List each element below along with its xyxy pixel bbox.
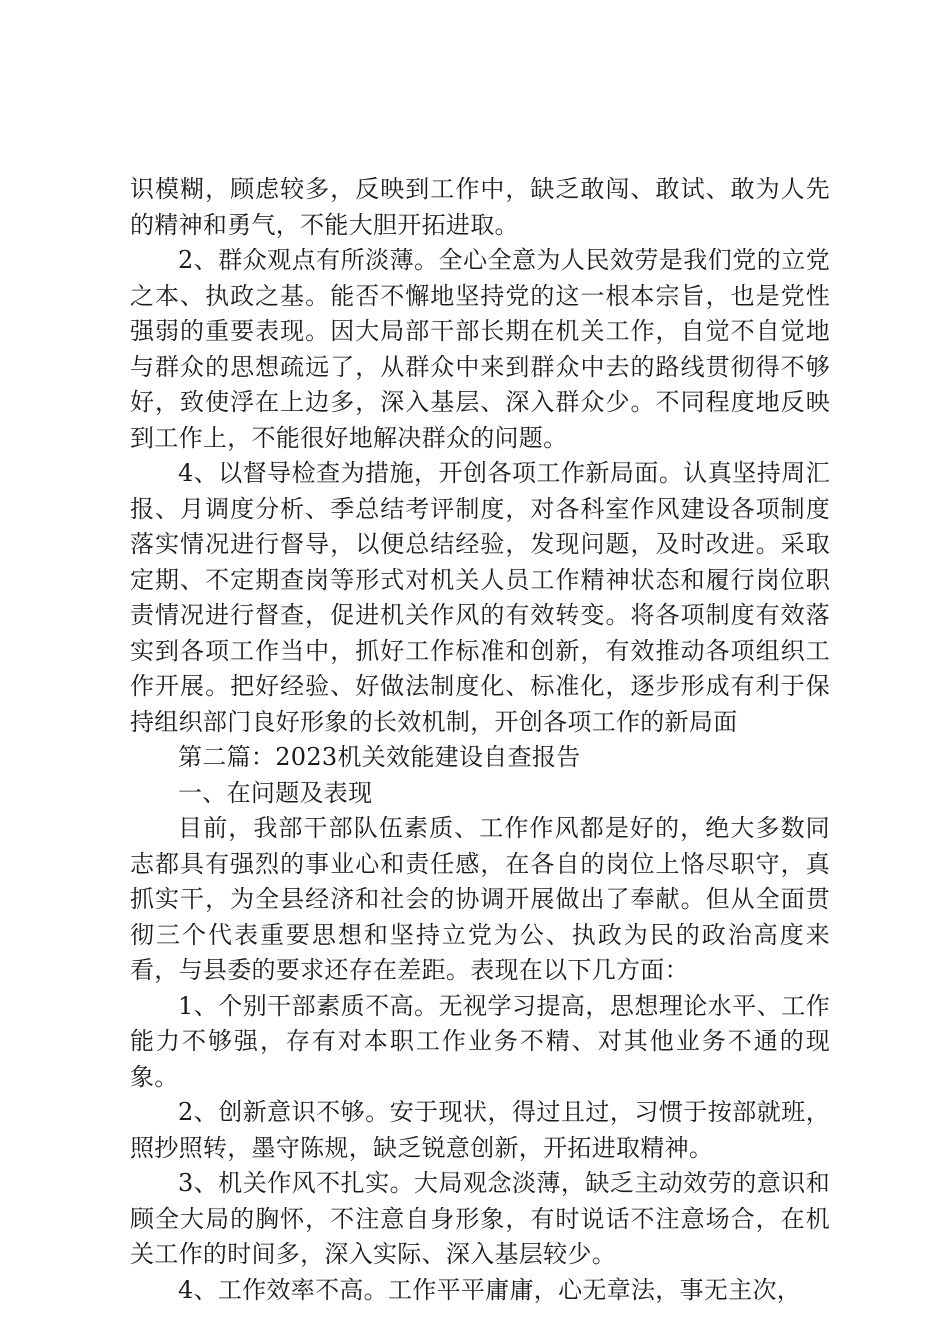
section-heading: 第二篇：2023机关效能建设自查报告	[178, 743, 581, 771]
paragraph-10: 4、工作效率不高。工作平平庸庸，心无章法，事无主次，	[178, 1275, 802, 1304]
paragraph-2: 2、群众观点有所淡薄。全心全意为人民效劳是我们党的立党之本、执政之基。能否不懈地坚持党的这一根本宗旨，也是党性强弱的重要表现。因大局部干部长期在机关工作，自觉不自觉地与群众的思想疏远了，从群众中来到群众中去的路线贯彻得不够好，致使浮在上边多，深入基层、深入群众少。不同程度地反映到工作上，不能很好地解决群众的问题。	[130, 246, 830, 452]
paragraph-6: 目前，我部干部队伍素质、工作作风都是好的，绝大多数同志都具有强烈的事业心和责任感，在各自的岗位上恪尽职守，真抓实干，为全县经济和社会的协调开展做出了奉献。但从全面贯彻三个代表重要思想和坚持立党为公、执政为民的政治高度来看，与县委的要求还存在差距。表现在以下几方面：	[130, 814, 830, 984]
document-body	[130, 172, 830, 1308]
subsection-heading: 一、在问题及表现	[178, 778, 373, 807]
paragraph-1: 识模糊，顾虑较多，反映到工作中，缺乏敢闯、敢试、敢为人先的精神和勇气，不能大胆开拓进取。	[130, 175, 830, 239]
paragraph-9: 3、机关作风不扎实。大局观念淡薄，缺乏主动效劳的意识和顾全大局的胸怀，不注意自身形象，有时说话不注意场合，在机关工作的时间多，深入实际、深入基层较少。	[130, 1169, 830, 1268]
paragraph-3: 4、以督导检查为措施，开创各项工作新局面。认真坚持周汇报、月调度分析、季总结考评制度，对各科室作风建设各项制度落实情况进行督导，以便总结经验，发现问题，及时改进。采取定期、不定期查岗等形式对机关人员工作精神状态和履行岗位职责情况进行督查，促进机关作风的有效转变。将各项制度有效落实到各项工作当中，抓好工作标准和创新，有效推动各项组织工作开展。把好经验、好做法制度化、标准化，逐步形成有利于保持组织部门良好形象的长效机制，开创各项工作的新局面	[130, 459, 830, 736]
paragraph-8: 2、创新意识不够。安于现状，得过且过，习惯于按部就班，照抄照转，墨守陈规，缺乏锐意创新，开拓进取精神。	[130, 1098, 830, 1162]
paragraph-7: 1、个别干部素质不高。无视学习提高，思想理论水平、工作能力不够强，存有对本职工作业务不精、对其他业务不通的现象。	[130, 991, 830, 1091]
